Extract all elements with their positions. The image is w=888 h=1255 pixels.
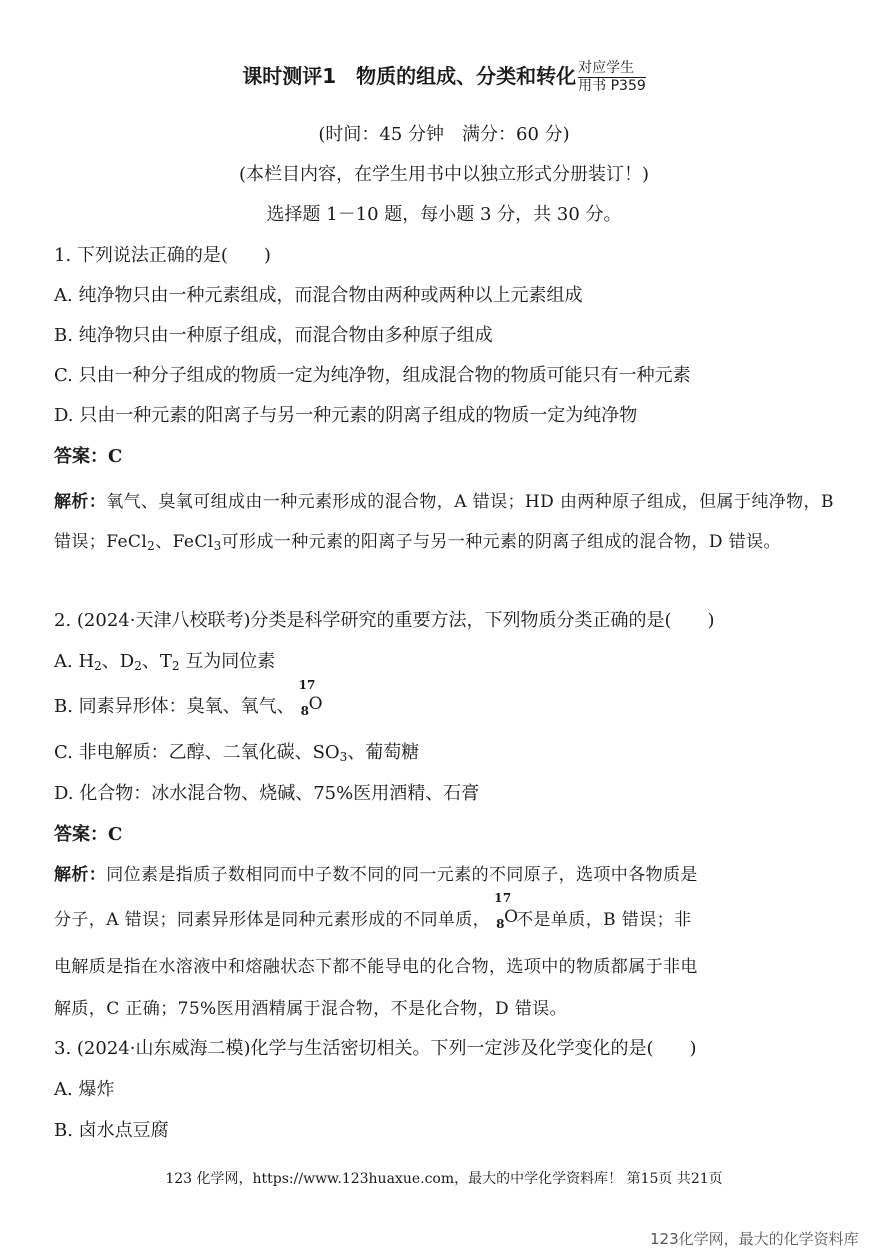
time-info: (时间：45 分钟 满分：60 分) bbox=[318, 124, 570, 145]
binding-note: (本栏目内容，在学生用书中以独立形式分册装订！) bbox=[238, 164, 650, 185]
explanation-text: 不是单质，B 错误；非 bbox=[516, 910, 692, 930]
mass-number: 17 bbox=[298, 678, 316, 692]
question-2-explanation-line-1 bbox=[54, 860, 844, 885]
atomic-number: 8 bbox=[300, 704, 310, 718]
answer-label: 答案： bbox=[54, 824, 108, 845]
question-2-option-d: D. 化合物：冰水混合物、烧碱、75%医用酒精、石膏 bbox=[54, 783, 480, 804]
explanation-text-3: 可形成一种元素的阳离子与另一种元素的阴离子组成的混合物，D 错误。 bbox=[221, 532, 781, 552]
isotope-symbol bbox=[490, 891, 519, 931]
question-1-option-c: C. 只由一种分子组成的物质一定为纯净物，组成混合物的物质可能只有一种元素 bbox=[54, 365, 691, 386]
title-text: 课时测评1 物质的组成、分类和转化 bbox=[242, 64, 577, 88]
subscript: 2 bbox=[171, 659, 180, 673]
explanation-label: 解析： bbox=[54, 865, 107, 885]
question-2-stem: 2. (2024·天津八校联考)分类是科学研究的重要方法，下列物质分类正确的是( ) bbox=[54, 610, 715, 631]
answer-label: 答案： bbox=[54, 446, 108, 467]
subscript: 3 bbox=[339, 750, 348, 764]
question-2-option-a bbox=[54, 647, 275, 673]
question-2-option-c bbox=[54, 738, 419, 764]
question-1-answer bbox=[54, 442, 122, 468]
question-1-option-d: D. 只由一种元素的阳离子与另一种元素的阴离子组成的物质一定为纯净物 bbox=[54, 405, 638, 426]
question-2-option-b bbox=[54, 678, 323, 718]
element-symbol: O bbox=[504, 907, 519, 927]
mass-number: 17 bbox=[494, 891, 512, 905]
option-c-text: 、葡萄糖 bbox=[347, 742, 420, 763]
question-1-explanation bbox=[54, 482, 844, 566]
option-a-text: 、T bbox=[141, 651, 172, 672]
option-a-text: A. H bbox=[54, 651, 95, 672]
option-c-text: C. 非电解质：乙醇、二氧化碳、SO bbox=[54, 742, 340, 763]
explanation-label: 解析： bbox=[54, 492, 107, 512]
page-title bbox=[0, 60, 888, 95]
reference-bottom: 用书 P359 bbox=[578, 78, 646, 94]
subscript: 2 bbox=[94, 659, 102, 673]
question-3-option-b: B. 卤水点豆腐 bbox=[54, 1120, 169, 1141]
atomic-number: 8 bbox=[496, 917, 505, 931]
explanation-text: 同位素是指质子数相同而中子数不同的同一元素的不同原子，选项中各物质是 bbox=[106, 865, 698, 885]
subscript: 3 bbox=[213, 539, 222, 553]
option-a-text: 、D bbox=[101, 651, 135, 672]
site-watermark: 123化学网，最大的化学资料库 bbox=[650, 1230, 859, 1248]
question-3-option-a: A. 爆炸 bbox=[54, 1079, 115, 1100]
question-1-stem: 1. 下列说法正确的是( ) bbox=[54, 245, 271, 266]
question-2-explanation-line-2 bbox=[54, 891, 844, 931]
question-1-option-a: A. 纯净物只由一种元素组成，而混合物由两种或两种以上元素组成 bbox=[54, 285, 583, 306]
subscript: 2 bbox=[147, 539, 156, 553]
question-2-answer bbox=[54, 820, 122, 846]
question-2-explanation-line-3: 电解质是指在水溶液中和熔融状态下都不能导电的化合物，选项中的物质都属于非电 bbox=[54, 957, 698, 977]
element-symbol: O bbox=[308, 694, 323, 714]
explanation-text-1: 氧气、臭氧可组成由一种元素形成的混合物，A 错误；HD 由两种原子组成，但属于纯净物，B 错误；FeCl bbox=[54, 492, 834, 552]
option-a-text: 互为同位素 bbox=[179, 651, 276, 672]
answer-value: C bbox=[108, 824, 123, 845]
section-instructions: 选择题 1－10 题，每小题 3 分，共 30 分。 bbox=[266, 204, 622, 225]
explanation-text: 分子，A 错误；同素异形体是同种元素形成的不同单质， bbox=[54, 910, 491, 930]
question-2-explanation-line-4: 解质，C 正确；75%医用酒精属于混合物，不是化合物，D 错误。 bbox=[54, 999, 568, 1019]
answer-value: C bbox=[108, 446, 123, 467]
subscript: 2 bbox=[134, 659, 142, 673]
textbook-reference bbox=[578, 60, 646, 95]
question-3-stem: 3. (2024·山东威海二模)化学与生活密切相关。下列一定涉及化学变化的是( ) bbox=[54, 1038, 697, 1059]
page-footer: 123 化学网，https://www.123huaxue.com，最大的中学化学资料库！ 第15页 共21页 bbox=[165, 1171, 723, 1187]
question-1-option-b: B. 纯净物只由一种原子组成，而混合物由多种原子组成 bbox=[54, 325, 493, 346]
explanation-text-2: 、FeCl bbox=[155, 532, 214, 552]
reference-top: 对应学生 bbox=[578, 60, 646, 78]
option-b-text: B. 同素异形体：臭氧、氧气、 bbox=[54, 696, 295, 717]
isotope-symbol bbox=[295, 678, 323, 718]
